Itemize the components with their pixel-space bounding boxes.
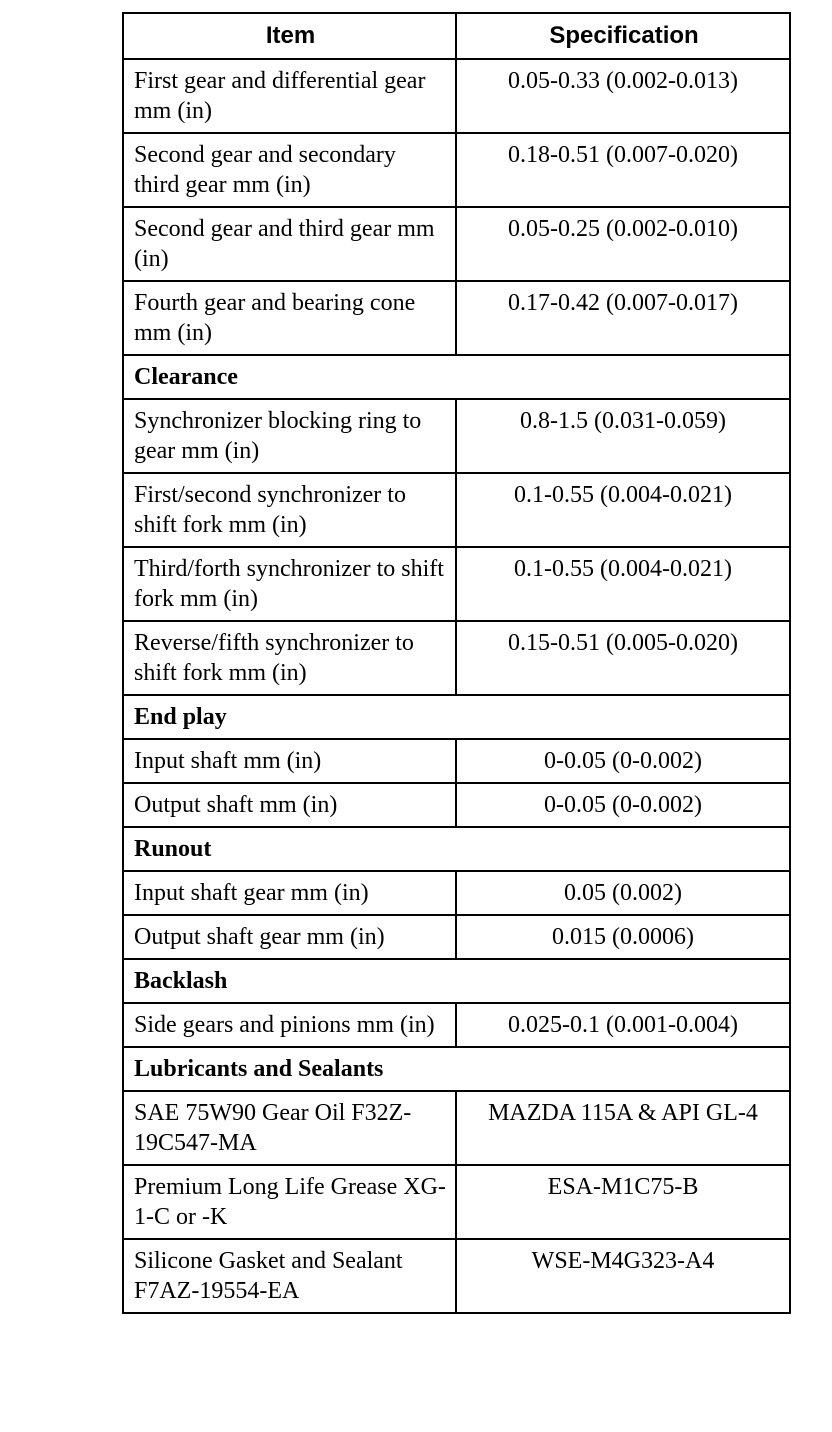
spec-cell: 0.05-0.25 (0.002-0.010) bbox=[456, 207, 790, 281]
section-row bbox=[123, 827, 790, 871]
spec-cell: 0.025-0.1 (0.001-0.004) bbox=[456, 1003, 790, 1047]
table-row bbox=[123, 281, 790, 355]
item-cell: Synchronizer blocking ring to gear mm (in) bbox=[123, 399, 456, 473]
section-heading: Clearance bbox=[123, 355, 790, 399]
table-row bbox=[123, 783, 790, 827]
spec-cell: 0.05-0.33 (0.002-0.013) bbox=[456, 59, 790, 133]
table-row bbox=[123, 871, 790, 915]
section-heading: End play bbox=[123, 695, 790, 739]
section-row bbox=[123, 959, 790, 1003]
table-row bbox=[123, 207, 790, 281]
specification-column-header: Specification bbox=[456, 13, 790, 59]
table-row bbox=[123, 1091, 790, 1165]
spec-cell: ESA-M1C75-B bbox=[456, 1165, 790, 1239]
header-row bbox=[123, 13, 790, 59]
table-row bbox=[123, 473, 790, 547]
table-row bbox=[123, 547, 790, 621]
section-row bbox=[123, 1047, 790, 1091]
section-heading: Lubricants and Sealants bbox=[123, 1047, 790, 1091]
item-column-header: Item bbox=[123, 13, 456, 59]
spec-cell: 0.15-0.51 (0.005-0.020) bbox=[456, 621, 790, 695]
spec-cell: 0.18-0.51 (0.007-0.020) bbox=[456, 133, 790, 207]
item-cell: Output shaft gear mm (in) bbox=[123, 915, 456, 959]
table-row bbox=[123, 739, 790, 783]
spec-cell: MAZDA 115A & API GL-4 bbox=[456, 1091, 790, 1165]
spec-cell: 0-0.05 (0-0.002) bbox=[456, 783, 790, 827]
spec-cell: 0.1-0.55 (0.004-0.021) bbox=[456, 473, 790, 547]
table-row bbox=[123, 915, 790, 959]
table-row bbox=[123, 1165, 790, 1239]
item-cell: Premium Long Life Grease XG-1-C or -K bbox=[123, 1165, 456, 1239]
item-cell: First/second synchronizer to shift fork mm (in) bbox=[123, 473, 456, 547]
item-cell: Output shaft mm (in) bbox=[123, 783, 456, 827]
table-row bbox=[123, 621, 790, 695]
spec-cell: 0.015 (0.0006) bbox=[456, 915, 790, 959]
section-heading: Backlash bbox=[123, 959, 790, 1003]
table-row bbox=[123, 1239, 790, 1313]
item-cell: Second gear and secondary third gear mm (in) bbox=[123, 133, 456, 207]
spec-cell: 0.17-0.42 (0.007-0.017) bbox=[456, 281, 790, 355]
spec-cell: WSE-M4G323-A4 bbox=[456, 1239, 790, 1313]
table-row bbox=[123, 133, 790, 207]
item-cell: Side gears and pinions mm (in) bbox=[123, 1003, 456, 1047]
spec-cell: 0.8-1.5 (0.031-0.059) bbox=[456, 399, 790, 473]
spec-cell: 0.1-0.55 (0.004-0.021) bbox=[456, 547, 790, 621]
section-row bbox=[123, 695, 790, 739]
item-cell: Second gear and third gear mm (in) bbox=[123, 207, 456, 281]
item-cell: Silicone Gasket and Sealant F7AZ-19554-EA bbox=[123, 1239, 456, 1313]
table-row bbox=[123, 59, 790, 133]
table-row bbox=[123, 399, 790, 473]
specification-table bbox=[122, 12, 791, 1314]
item-cell: Third/forth synchronizer to shift fork mm (in) bbox=[123, 547, 456, 621]
section-row bbox=[123, 355, 790, 399]
item-cell: Input shaft mm (in) bbox=[123, 739, 456, 783]
item-cell: First gear and differential gear mm (in) bbox=[123, 59, 456, 133]
item-cell: SAE 75W90 Gear Oil F32Z-19C547-MA bbox=[123, 1091, 456, 1165]
item-cell: Fourth gear and bearing cone mm (in) bbox=[123, 281, 456, 355]
table-row bbox=[123, 1003, 790, 1047]
item-cell: Input shaft gear mm (in) bbox=[123, 871, 456, 915]
spec-cell: 0-0.05 (0-0.002) bbox=[456, 739, 790, 783]
section-heading: Runout bbox=[123, 827, 790, 871]
item-cell: Reverse/fifth synchronizer to shift fork mm (in) bbox=[123, 621, 456, 695]
spec-cell: 0.05 (0.002) bbox=[456, 871, 790, 915]
